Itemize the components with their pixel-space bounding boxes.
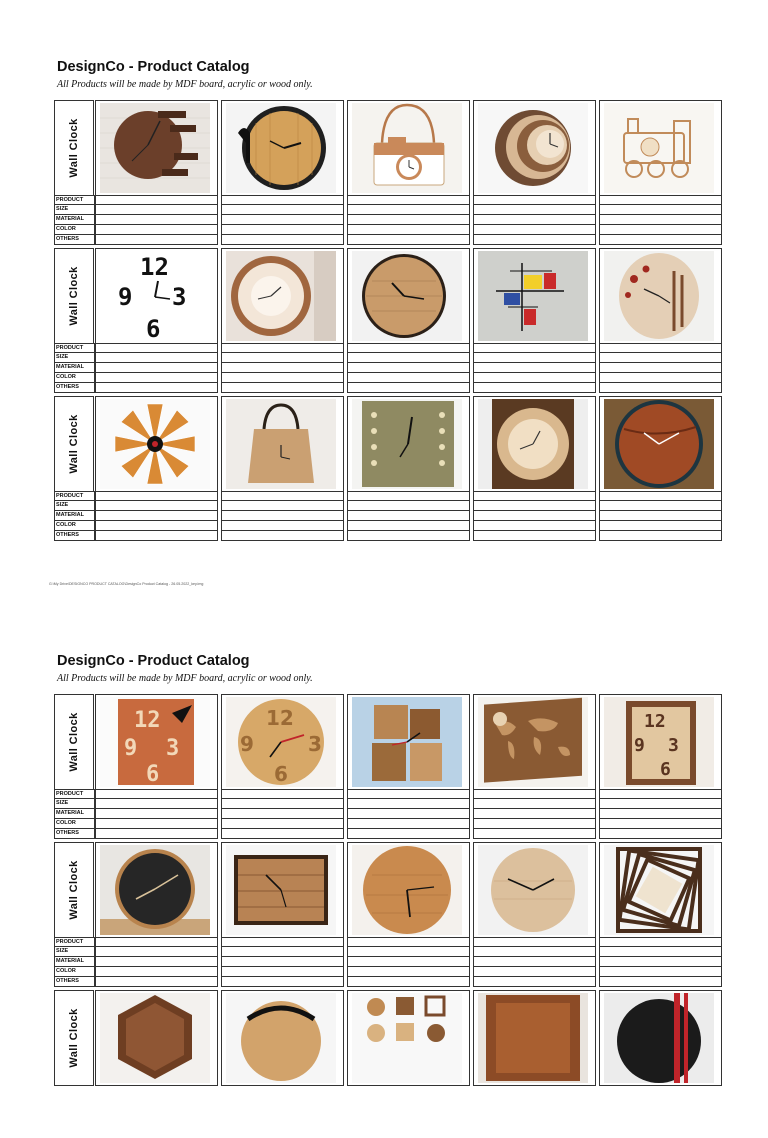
product-image-cell[interactable] bbox=[221, 396, 344, 492]
product-image-cell[interactable] bbox=[95, 100, 218, 196]
product-image-cell[interactable] bbox=[473, 100, 596, 196]
rustic-clock-image bbox=[478, 993, 588, 1083]
attribute-cell[interactable] bbox=[221, 531, 344, 541]
numeral-12: 12 bbox=[134, 708, 161, 733]
attribute-cell[interactable] bbox=[473, 937, 596, 947]
attribute-cell[interactable] bbox=[347, 205, 470, 215]
attribute-row bbox=[54, 789, 726, 799]
product-row bbox=[54, 694, 726, 842]
attribute-label: OTHERS bbox=[54, 977, 95, 987]
attribute-cell[interactable] bbox=[473, 947, 596, 957]
attribute-cell[interactable] bbox=[95, 819, 218, 829]
category-label: Wall Clock bbox=[68, 118, 80, 178]
numeral-3: 3 bbox=[166, 736, 180, 761]
product-image-cell[interactable] bbox=[95, 990, 218, 1086]
attribute-cell[interactable] bbox=[347, 343, 470, 353]
attribute-row bbox=[54, 383, 726, 393]
attribute-row bbox=[54, 343, 726, 353]
attribute-cell[interactable] bbox=[95, 799, 218, 809]
product-image-cell[interactable] bbox=[347, 396, 470, 492]
page-subtitle: All Products will be made by MDF board, acrylic or wood only. bbox=[57, 79, 313, 90]
product-image-cell[interactable] bbox=[221, 990, 344, 1086]
attribute-row bbox=[54, 225, 726, 235]
attribute-cell[interactable] bbox=[347, 829, 470, 839]
category-label-cell bbox=[54, 990, 94, 1086]
numeral-6: 6 bbox=[274, 762, 288, 786]
camera-clock-image bbox=[352, 103, 462, 193]
attribute-label: MATERIAL bbox=[54, 215, 95, 225]
square-clock-image bbox=[352, 399, 462, 489]
attribute-cell[interactable] bbox=[221, 957, 344, 967]
attribute-cell[interactable] bbox=[95, 353, 218, 363]
attribute-cell[interactable] bbox=[599, 937, 722, 947]
category-label: Wall Clock bbox=[68, 712, 80, 772]
attribute-cell[interactable] bbox=[95, 789, 218, 799]
attribute-cell[interactable] bbox=[347, 363, 470, 373]
product-image-cell[interactable] bbox=[347, 990, 470, 1086]
attribute-cell[interactable] bbox=[347, 501, 470, 511]
attribute-label: PRODUCT bbox=[54, 195, 95, 205]
attribute-label: SIZE bbox=[54, 205, 95, 215]
attribute-cell[interactable] bbox=[221, 343, 344, 353]
product-image-cell[interactable] bbox=[473, 396, 596, 492]
product-image-cell[interactable] bbox=[599, 100, 722, 196]
category-label: Wall Clock bbox=[68, 266, 80, 326]
attribute-label: PRODUCT bbox=[54, 491, 95, 501]
attribute-label: PRODUCT bbox=[54, 343, 95, 353]
attribute-cell[interactable] bbox=[95, 829, 218, 839]
numeral-clock-image bbox=[100, 251, 210, 341]
attribute-cell[interactable] bbox=[221, 967, 344, 977]
attribute-cell[interactable] bbox=[221, 809, 344, 819]
attribute-cell[interactable] bbox=[221, 235, 344, 245]
category-label: Wall Clock bbox=[68, 860, 80, 920]
attribute-row bbox=[54, 829, 726, 839]
attribute-label: MATERIAL bbox=[54, 957, 95, 967]
attribute-cell[interactable] bbox=[221, 789, 344, 799]
attribute-cell[interactable] bbox=[347, 511, 470, 521]
attribute-cell[interactable] bbox=[347, 947, 470, 957]
numeral-12: 12 bbox=[140, 253, 169, 281]
page-title: DesignCo - Product Catalog bbox=[57, 653, 250, 669]
product-image-cell[interactable] bbox=[95, 248, 218, 344]
attribute-cell[interactable] bbox=[473, 809, 596, 819]
attribute-cell[interactable] bbox=[221, 511, 344, 521]
category-label-cell bbox=[54, 100, 94, 196]
attribute-cell[interactable] bbox=[599, 977, 722, 987]
laser-cut-clock-image bbox=[478, 399, 588, 489]
category-label: Wall Clock bbox=[68, 1008, 80, 1068]
product-image-cell[interactable] bbox=[599, 694, 722, 790]
attribute-cell[interactable] bbox=[347, 531, 470, 541]
attribute-cell[interactable] bbox=[221, 383, 344, 393]
attribute-label: PRODUCT bbox=[54, 937, 95, 947]
attribute-cell[interactable] bbox=[473, 511, 596, 521]
attribute-cell[interactable] bbox=[599, 383, 722, 393]
wood-numeral-clock-image bbox=[226, 697, 336, 787]
attribute-cell[interactable] bbox=[599, 205, 722, 215]
attribute-label: MATERIAL bbox=[54, 363, 95, 373]
product-row bbox=[54, 990, 726, 1138]
roman-clock-image bbox=[352, 251, 462, 341]
attribute-cell[interactable] bbox=[95, 373, 218, 383]
product-image-cell[interactable] bbox=[95, 842, 218, 938]
attribute-row bbox=[54, 501, 726, 511]
category-label-cell bbox=[54, 842, 94, 938]
attribute-cell[interactable] bbox=[599, 967, 722, 977]
attribute-cell[interactable] bbox=[599, 491, 722, 501]
numeral-9: 9 bbox=[634, 735, 645, 756]
page-title: DesignCo - Product Catalog bbox=[57, 59, 250, 75]
attribute-cell[interactable] bbox=[95, 195, 218, 205]
product-image-cell[interactable] bbox=[473, 694, 596, 790]
layered-clock-image bbox=[478, 103, 588, 193]
attribute-row bbox=[54, 799, 726, 809]
attribute-cell[interactable] bbox=[473, 225, 596, 235]
attribute-cell[interactable] bbox=[221, 829, 344, 839]
product-image-cell[interactable] bbox=[221, 842, 344, 938]
product-image-cell[interactable] bbox=[599, 396, 722, 492]
attribute-cell[interactable] bbox=[221, 947, 344, 957]
round-dark-clock-image bbox=[226, 993, 336, 1083]
catalog-page-2 bbox=[0, 594, 768, 1068]
numeral-6: 6 bbox=[660, 759, 671, 780]
attribute-cell[interactable] bbox=[473, 363, 596, 373]
attribute-cell[interactable] bbox=[473, 343, 596, 353]
attribute-cell[interactable] bbox=[95, 531, 218, 541]
block-numeral-clock-image bbox=[352, 697, 462, 787]
attribute-label: COLOR bbox=[54, 373, 95, 383]
attribute-cell[interactable] bbox=[599, 947, 722, 957]
roman-wood-clock-image bbox=[352, 845, 462, 935]
category-label-cell bbox=[54, 396, 94, 492]
attribute-row bbox=[54, 205, 726, 215]
product-image-cell[interactable] bbox=[347, 694, 470, 790]
attribute-cell[interactable] bbox=[221, 977, 344, 987]
black-gold-clock-image bbox=[100, 845, 210, 935]
attribute-cell[interactable] bbox=[473, 967, 596, 977]
product-row bbox=[54, 842, 726, 990]
product-grid bbox=[54, 694, 726, 1138]
attribute-cell[interactable] bbox=[347, 195, 470, 205]
product-image-cell[interactable] bbox=[473, 248, 596, 344]
attribute-cell[interactable] bbox=[473, 531, 596, 541]
file-path-footer: G:\My Drive\DESIGNCO PRODUCT CATALOG\DesignCo Product Catalog - 26.05.2022_key.img bbox=[49, 582, 204, 586]
hexagon-clock-image bbox=[100, 993, 210, 1083]
attribute-cell[interactable] bbox=[347, 967, 470, 977]
product-image-cell[interactable] bbox=[599, 842, 722, 938]
attribute-cell[interactable] bbox=[473, 829, 596, 839]
attribute-cell[interactable] bbox=[473, 799, 596, 809]
attribute-cell[interactable] bbox=[599, 235, 722, 245]
attribute-cell[interactable] bbox=[95, 967, 218, 977]
attribute-row bbox=[54, 511, 726, 521]
framed-numeral-clock-image bbox=[604, 697, 714, 787]
attribute-row bbox=[54, 521, 726, 531]
attribute-row bbox=[54, 947, 726, 957]
attribute-cell[interactable] bbox=[473, 235, 596, 245]
sunburst-clock-image bbox=[100, 399, 210, 489]
attribute-cell[interactable] bbox=[95, 215, 218, 225]
attribute-row bbox=[54, 491, 726, 501]
attribute-cell[interactable] bbox=[599, 521, 722, 531]
attribute-label: OTHERS bbox=[54, 829, 95, 839]
attribute-cell[interactable] bbox=[95, 205, 218, 215]
product-image-cell[interactable] bbox=[95, 396, 218, 492]
attribute-cell[interactable] bbox=[347, 799, 470, 809]
attribute-cell[interactable] bbox=[599, 363, 722, 373]
attribute-label: OTHERS bbox=[54, 383, 95, 393]
product-image-cell[interactable] bbox=[221, 100, 344, 196]
attribute-cell[interactable] bbox=[473, 353, 596, 363]
attribute-cell[interactable] bbox=[599, 195, 722, 205]
numeral-12: 12 bbox=[266, 706, 294, 730]
attribute-cell[interactable] bbox=[221, 353, 344, 363]
spiral-square-clock-image bbox=[604, 845, 714, 935]
wall-clock-image bbox=[100, 103, 210, 193]
attribute-row bbox=[54, 215, 726, 225]
attribute-cell[interactable] bbox=[347, 819, 470, 829]
product-image-cell[interactable] bbox=[347, 842, 470, 938]
attribute-cell[interactable] bbox=[221, 195, 344, 205]
attribute-row bbox=[54, 235, 726, 245]
attribute-cell[interactable] bbox=[221, 215, 344, 225]
attribute-cell[interactable] bbox=[347, 809, 470, 819]
attribute-cell[interactable] bbox=[473, 789, 596, 799]
attribute-cell[interactable] bbox=[599, 501, 722, 511]
attribute-cell[interactable] bbox=[95, 957, 218, 967]
dots-clock-image bbox=[604, 251, 714, 341]
product-image-cell[interactable] bbox=[473, 990, 596, 1086]
numeral-6: 6 bbox=[146, 762, 160, 787]
attribute-cell[interactable] bbox=[473, 195, 596, 205]
attribute-cell[interactable] bbox=[95, 343, 218, 353]
attribute-cell[interactable] bbox=[599, 373, 722, 383]
attribute-row bbox=[54, 353, 726, 363]
tile-clock-image bbox=[352, 993, 462, 1083]
attribute-cell[interactable] bbox=[347, 215, 470, 225]
attribute-cell[interactable] bbox=[473, 373, 596, 383]
attribute-cell[interactable] bbox=[473, 205, 596, 215]
product-image-cell[interactable] bbox=[221, 694, 344, 790]
train-clock-image bbox=[604, 103, 714, 193]
round-minimal-clock-image bbox=[478, 845, 588, 935]
page-subtitle: All Products will be made by MDF board, acrylic or wood only. bbox=[57, 673, 313, 684]
red-stripe-clock-image bbox=[604, 993, 714, 1083]
attribute-cell[interactable] bbox=[599, 225, 722, 235]
attribute-cell[interactable] bbox=[95, 491, 218, 501]
attribute-cell[interactable] bbox=[347, 383, 470, 393]
product-image-cell[interactable] bbox=[95, 694, 218, 790]
attribute-row bbox=[54, 957, 726, 967]
numeral-3: 3 bbox=[172, 283, 187, 311]
resin-clock-image bbox=[604, 399, 714, 489]
attribute-cell[interactable] bbox=[347, 789, 470, 799]
attribute-row bbox=[54, 819, 726, 829]
attribute-label: COLOR bbox=[54, 521, 95, 531]
category-label-cell bbox=[54, 694, 94, 790]
product-image-cell[interactable] bbox=[221, 248, 344, 344]
attribute-cell[interactable] bbox=[473, 521, 596, 531]
product-image-cell[interactable] bbox=[473, 842, 596, 938]
attribute-cell[interactable] bbox=[599, 531, 722, 541]
attribute-cell[interactable] bbox=[473, 215, 596, 225]
attribute-cell[interactable] bbox=[473, 957, 596, 967]
category-label-cell bbox=[54, 248, 94, 344]
attribute-cell[interactable] bbox=[347, 373, 470, 383]
wall-clock-image bbox=[226, 103, 336, 193]
mondrian-clock-image bbox=[478, 251, 588, 341]
attribute-row bbox=[54, 373, 726, 383]
category-label: Wall Clock bbox=[68, 414, 80, 474]
attribute-cell[interactable] bbox=[599, 819, 722, 829]
attribute-cell[interactable] bbox=[95, 235, 218, 245]
attribute-cell[interactable] bbox=[347, 353, 470, 363]
plank-clock-image bbox=[226, 845, 336, 935]
attribute-cell[interactable] bbox=[221, 205, 344, 215]
attribute-cell[interactable] bbox=[473, 819, 596, 829]
numeral-3: 3 bbox=[308, 732, 322, 756]
attribute-cell[interactable] bbox=[95, 225, 218, 235]
attribute-cell[interactable] bbox=[221, 937, 344, 947]
attribute-cell[interactable] bbox=[221, 819, 344, 829]
attribute-row bbox=[54, 363, 726, 373]
product-image-cell[interactable] bbox=[599, 248, 722, 344]
attribute-label: SIZE bbox=[54, 353, 95, 363]
attribute-cell[interactable] bbox=[347, 235, 470, 245]
product-image-cell[interactable] bbox=[347, 100, 470, 196]
attribute-cell[interactable] bbox=[95, 977, 218, 987]
attribute-cell[interactable] bbox=[473, 501, 596, 511]
attribute-cell[interactable] bbox=[221, 501, 344, 511]
attribute-cell[interactable] bbox=[599, 957, 722, 967]
attribute-label: SIZE bbox=[54, 947, 95, 957]
attribute-cell[interactable] bbox=[599, 215, 722, 225]
attribute-cell[interactable] bbox=[599, 511, 722, 521]
attribute-cell[interactable] bbox=[221, 363, 344, 373]
world-map-clock-image bbox=[478, 697, 588, 787]
attribute-cell[interactable] bbox=[95, 511, 218, 521]
attribute-cell[interactable] bbox=[95, 383, 218, 393]
attribute-cell[interactable] bbox=[95, 501, 218, 511]
attribute-cell[interactable] bbox=[95, 809, 218, 819]
attribute-label: MATERIAL bbox=[54, 511, 95, 521]
attribute-label: COLOR bbox=[54, 819, 95, 829]
attribute-cell[interactable] bbox=[347, 957, 470, 967]
attribute-label: COLOR bbox=[54, 967, 95, 977]
attribute-cell[interactable] bbox=[347, 977, 470, 987]
attribute-cell[interactable] bbox=[599, 809, 722, 819]
attribute-label: SIZE bbox=[54, 799, 95, 809]
attribute-cell[interactable] bbox=[221, 521, 344, 531]
attribute-cell[interactable] bbox=[95, 947, 218, 957]
attribute-row bbox=[54, 195, 726, 205]
attribute-label: OTHERS bbox=[54, 531, 95, 541]
numeral-9: 9 bbox=[240, 732, 254, 756]
attribute-label: OTHERS bbox=[54, 235, 95, 245]
attribute-label: SIZE bbox=[54, 501, 95, 511]
attribute-cell[interactable] bbox=[599, 829, 722, 839]
attribute-cell[interactable] bbox=[599, 799, 722, 809]
attribute-row bbox=[54, 977, 726, 987]
bag-clock-image bbox=[226, 399, 336, 489]
attribute-cell[interactable] bbox=[347, 937, 470, 947]
attribute-cell[interactable] bbox=[473, 977, 596, 987]
attribute-cell[interactable] bbox=[95, 937, 218, 947]
attribute-cell[interactable] bbox=[95, 521, 218, 531]
product-image-cell[interactable] bbox=[347, 248, 470, 344]
product-grid bbox=[54, 100, 726, 544]
attribute-cell[interactable] bbox=[95, 363, 218, 373]
flower-clock-image bbox=[226, 251, 336, 341]
attribute-cell[interactable] bbox=[221, 491, 344, 501]
attribute-label: COLOR bbox=[54, 225, 95, 235]
attribute-label: PRODUCT bbox=[54, 789, 95, 799]
product-row bbox=[54, 248, 726, 396]
numeral-12: 12 bbox=[644, 711, 666, 732]
numeral-9: 9 bbox=[118, 283, 133, 311]
numeral-6: 6 bbox=[146, 315, 161, 341]
numeral-9: 9 bbox=[124, 736, 138, 761]
attribute-cell[interactable] bbox=[347, 225, 470, 235]
attribute-cell[interactable] bbox=[347, 491, 470, 501]
attribute-row bbox=[54, 809, 726, 819]
product-image-cell[interactable] bbox=[599, 990, 722, 1086]
attribute-row bbox=[54, 531, 726, 541]
attribute-cell[interactable] bbox=[599, 353, 722, 363]
attribute-cell[interactable] bbox=[473, 491, 596, 501]
product-row bbox=[54, 100, 726, 248]
attribute-cell[interactable] bbox=[221, 225, 344, 235]
attribute-cell[interactable] bbox=[473, 383, 596, 393]
numeral-3: 3 bbox=[668, 735, 679, 756]
attribute-cell[interactable] bbox=[221, 799, 344, 809]
attribute-cell[interactable] bbox=[347, 521, 470, 531]
attribute-cell[interactable] bbox=[221, 373, 344, 383]
orange-numeral-clock-image bbox=[100, 697, 210, 787]
attribute-row bbox=[54, 937, 726, 947]
attribute-cell[interactable] bbox=[599, 343, 722, 353]
product-row bbox=[54, 396, 726, 544]
attribute-cell[interactable] bbox=[599, 789, 722, 799]
attribute-label: MATERIAL bbox=[54, 809, 95, 819]
attribute-row bbox=[54, 967, 726, 977]
